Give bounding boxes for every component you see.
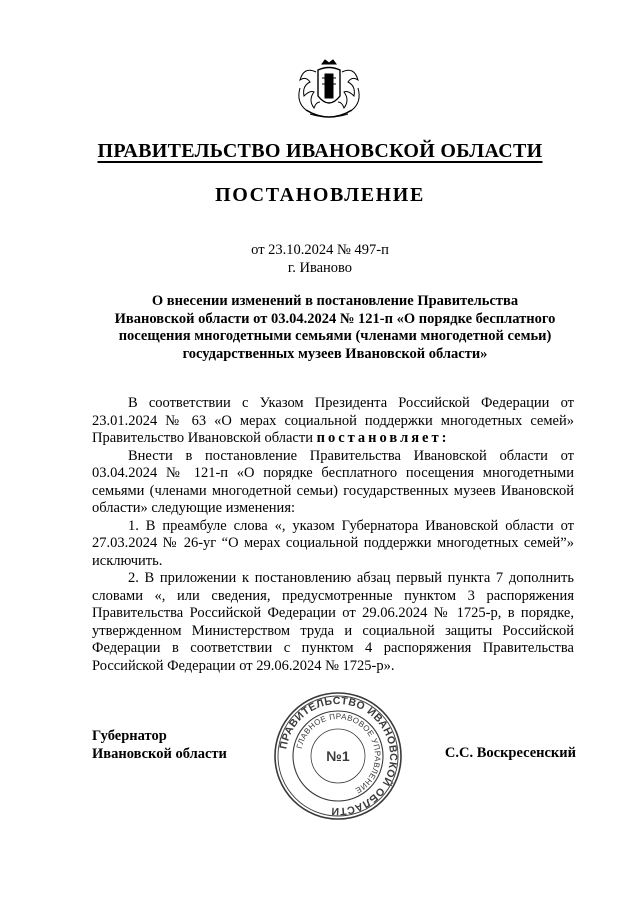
coat-of-arms-icon xyxy=(292,58,366,124)
date-block xyxy=(0,241,640,277)
document-type: ПОСТАНОВЛЕНИЕ xyxy=(215,184,425,206)
signatory-title xyxy=(92,727,227,763)
stamp-outer-text: ПРАВИТЕЛЬСТВО ИВАНОВСКОЙ ОБЛАСТИ xyxy=(277,694,400,818)
government-title: ПРАВИТЕЛЬСТВО ИВАНОВСКОЙ ОБЛАСТИ xyxy=(97,140,543,162)
signatory-name: С.С. Воскресенский xyxy=(444,745,576,761)
official-stamp xyxy=(272,690,404,822)
document-subject xyxy=(95,293,575,363)
city: г. Иваново xyxy=(287,260,353,276)
resolution-keyword: постановляет: xyxy=(316,430,450,446)
stamp-inner-text: ГЛАВНОЕ ПРАВОВОЕ УПРАВЛЕНИЕ xyxy=(294,711,383,796)
subject-line: О внесении изменений в постановление Правительства xyxy=(151,293,519,309)
subject-line: государственных музеев Ивановской области» xyxy=(182,345,488,362)
body-paragraph: Внести в постановление Правительства Ивановской области от 03.04.2024 № 121-п «О порядке бесплатного посещения многодетными семьями (членами многодетной семьи) государственных музеев Ивановской области» следующие изменения: xyxy=(92,447,574,516)
body-paragraph: 2. В приложении к постановлению абзац первый пункта 7 дополнить словами «, или сведения, предусмотренные пунктом 3 распоряжения Правительства Российской Федерации от 29.06.2024 № 1725-р, в порядке, утвержденном Министерством труда и социальной защиты Российской Федерации в соответствии с пунктом 4 распоряжения Правительства Российской Федерации от 29.06.2024 № 1725-р». xyxy=(92,570,574,674)
body-paragraph xyxy=(92,395,574,448)
date-number: от 23.10.2024 № 497-п xyxy=(251,242,389,258)
subject-line: посещения многодетными семьями (членами многодетной семьи) xyxy=(118,328,552,344)
stamp-number: №1 xyxy=(326,748,350,764)
paragraph-text: В соответствии с Указом Президента Российской Федерации от 23.01.2024 № 63 «О мерах социальной поддержки многодетных семей» Правительство Ивановской области xyxy=(92,395,574,446)
document-body xyxy=(92,395,574,675)
subject-line: Ивановской области от 03.04.2024 № 121-п «О порядке бесплатного xyxy=(114,310,556,327)
signatory-title-line: Губернатор xyxy=(92,728,167,744)
body-paragraph: 1. В преамбуле слова «, указом Губернатора Ивановской области от 27.03.2024 № 26-уг “О мерах социальной поддержки многодетных семей”» исключить. xyxy=(92,517,574,569)
signatory-title-line: Ивановской области xyxy=(92,746,227,762)
